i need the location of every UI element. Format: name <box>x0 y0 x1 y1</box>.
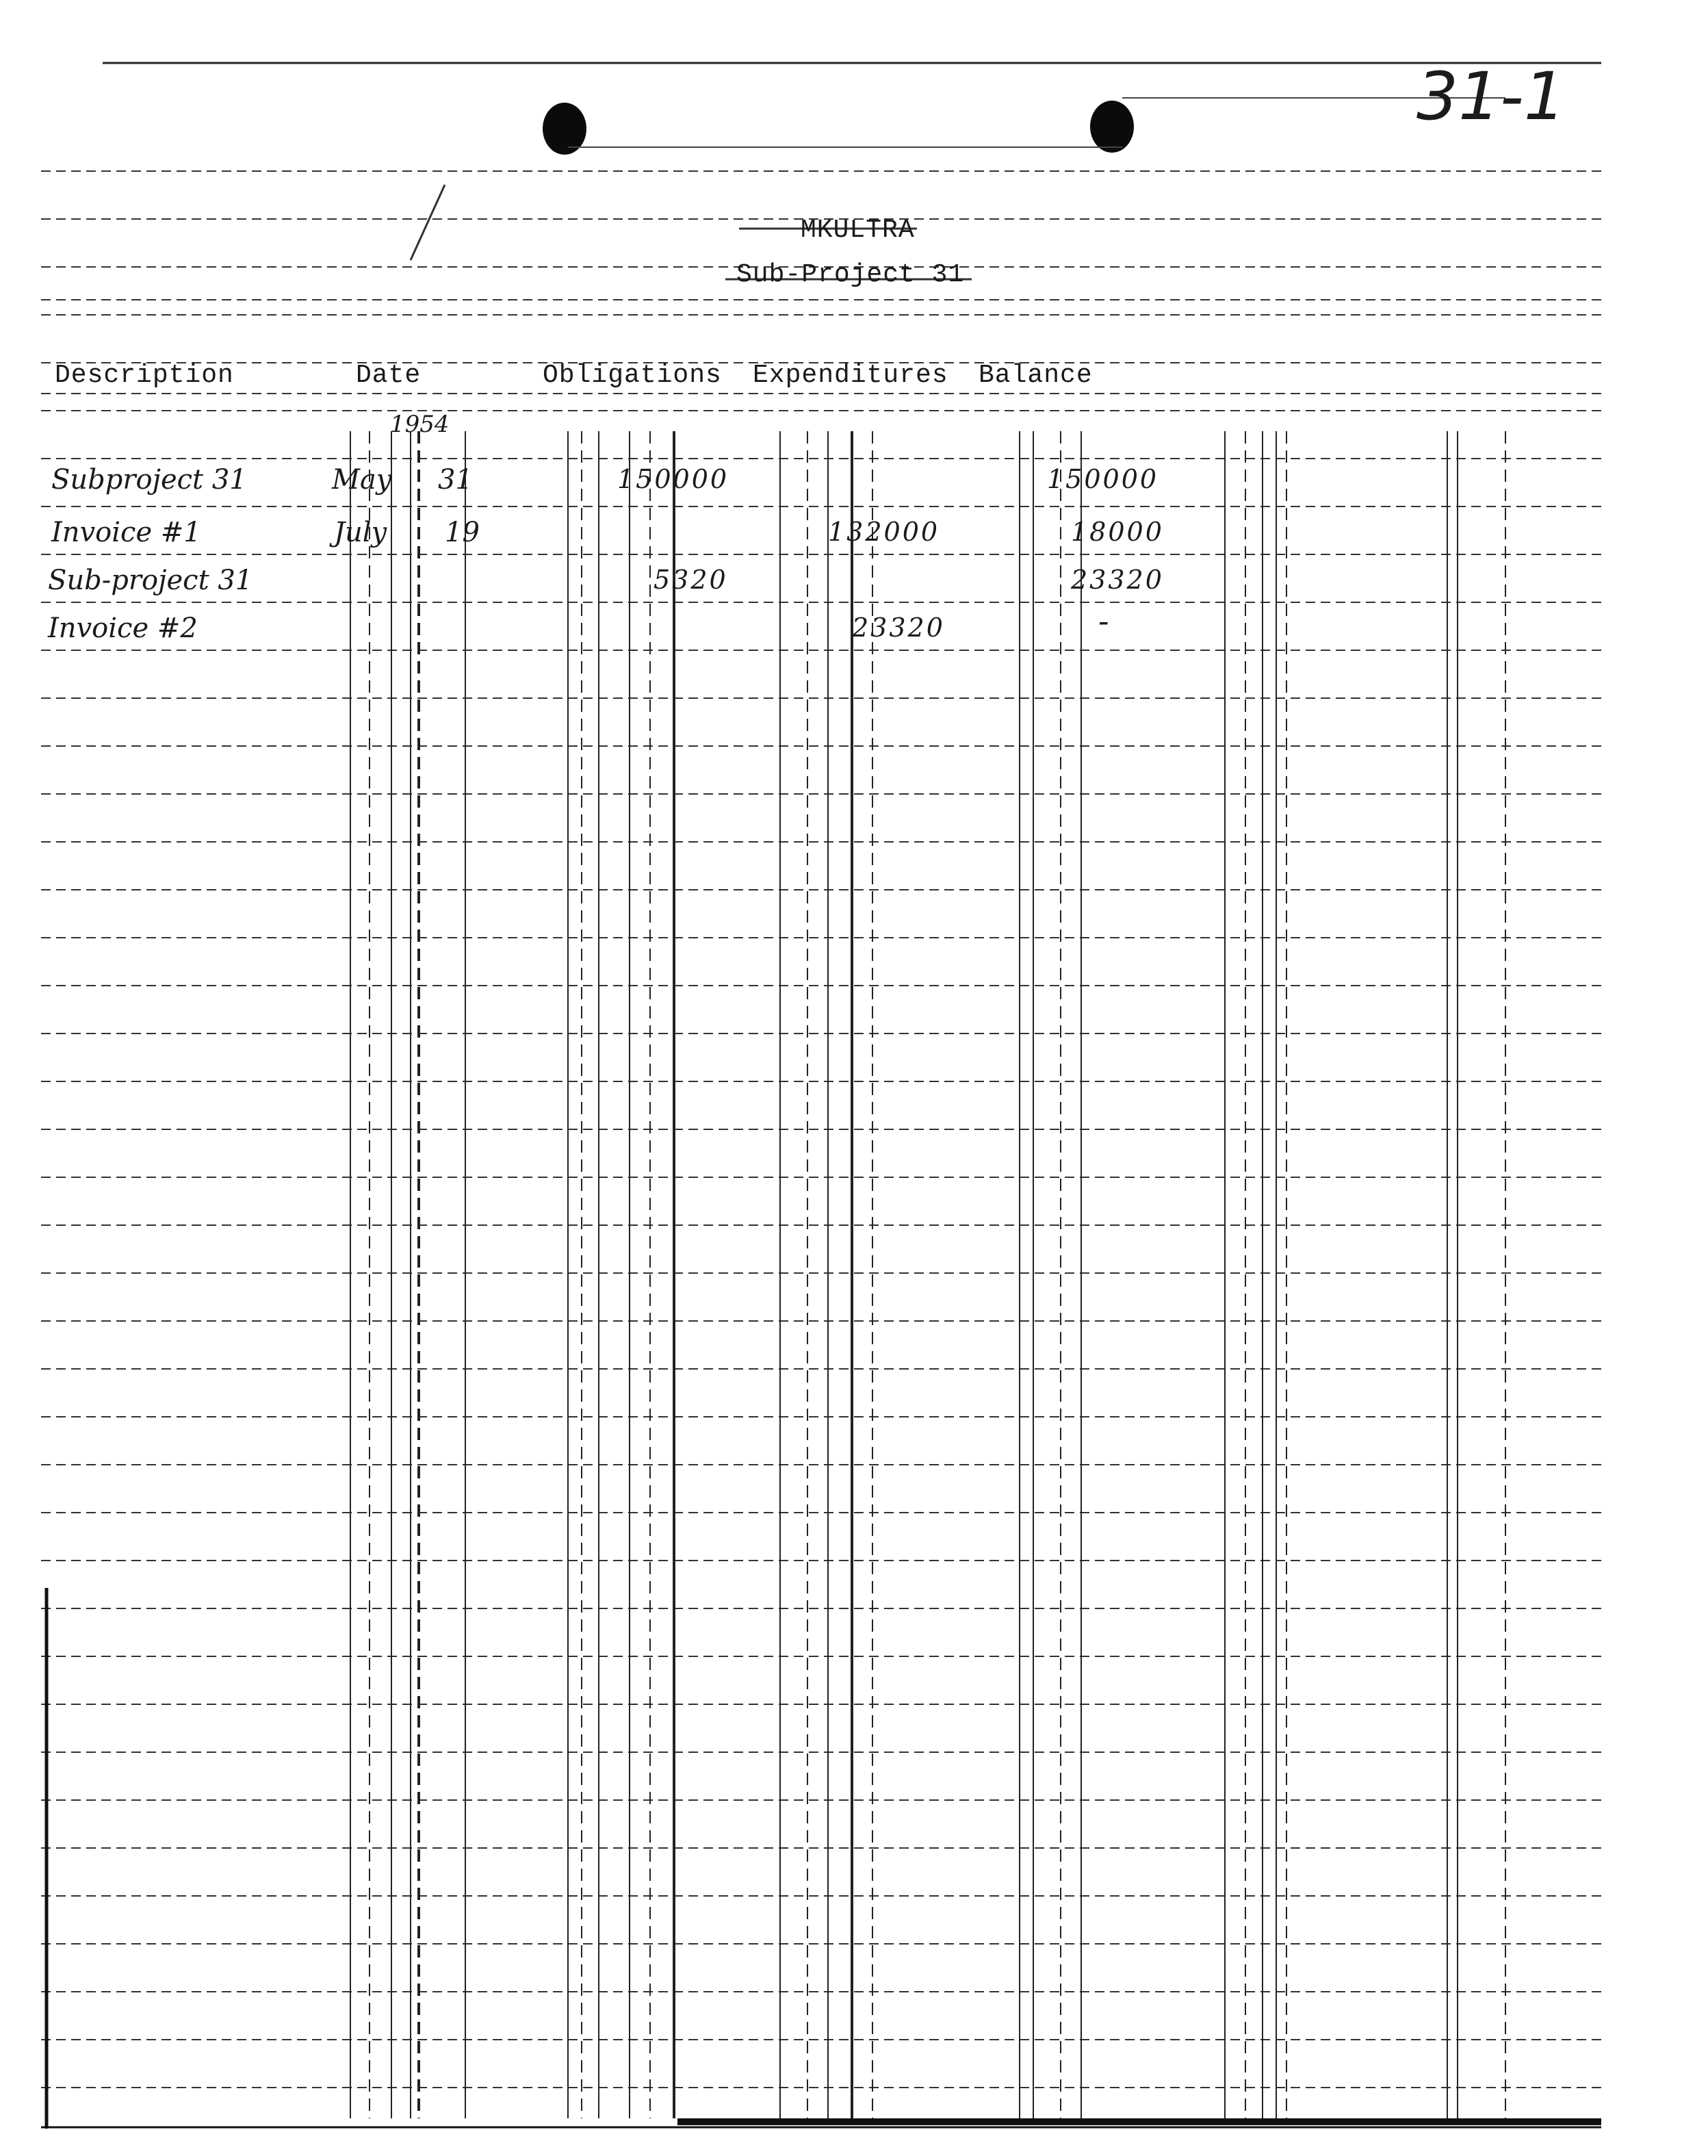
column-header-obligations: Obligations <box>543 361 722 390</box>
column-header-balance: Balance <box>979 361 1093 390</box>
column-header-expenditures: Expenditures <box>753 361 948 390</box>
row-balance: 150000 <box>1047 464 1159 494</box>
row-month: May <box>332 464 392 496</box>
sub-project-title: Sub-Project 31 <box>736 260 965 290</box>
row-description: Sub-project 31 <box>48 565 253 596</box>
row-obligations: 5320 <box>654 565 728 595</box>
row-day: 19 <box>445 517 480 548</box>
row-description: Invoice #2 <box>48 613 198 644</box>
row-description: Subproject 31 <box>51 464 247 496</box>
document-title: MKULTRA <box>801 216 915 245</box>
row-day: 31 <box>438 464 473 496</box>
row-balance: 18000 <box>1071 517 1164 547</box>
column-header-description: Description <box>55 361 234 390</box>
row-description: Invoice #1 <box>51 517 201 548</box>
row-expenditures: 23320 <box>852 613 945 643</box>
page-number: 31-1 <box>1416 58 1566 135</box>
row-balance: - <box>1098 602 1111 639</box>
row-obligations: 150000 <box>617 464 729 494</box>
row-month: July <box>334 517 387 548</box>
row-balance: 23320 <box>1071 565 1164 595</box>
year-label: 1954 <box>390 411 450 438</box>
row-expenditures: 132000 <box>828 517 940 547</box>
column-header-date: Date <box>356 361 422 390</box>
